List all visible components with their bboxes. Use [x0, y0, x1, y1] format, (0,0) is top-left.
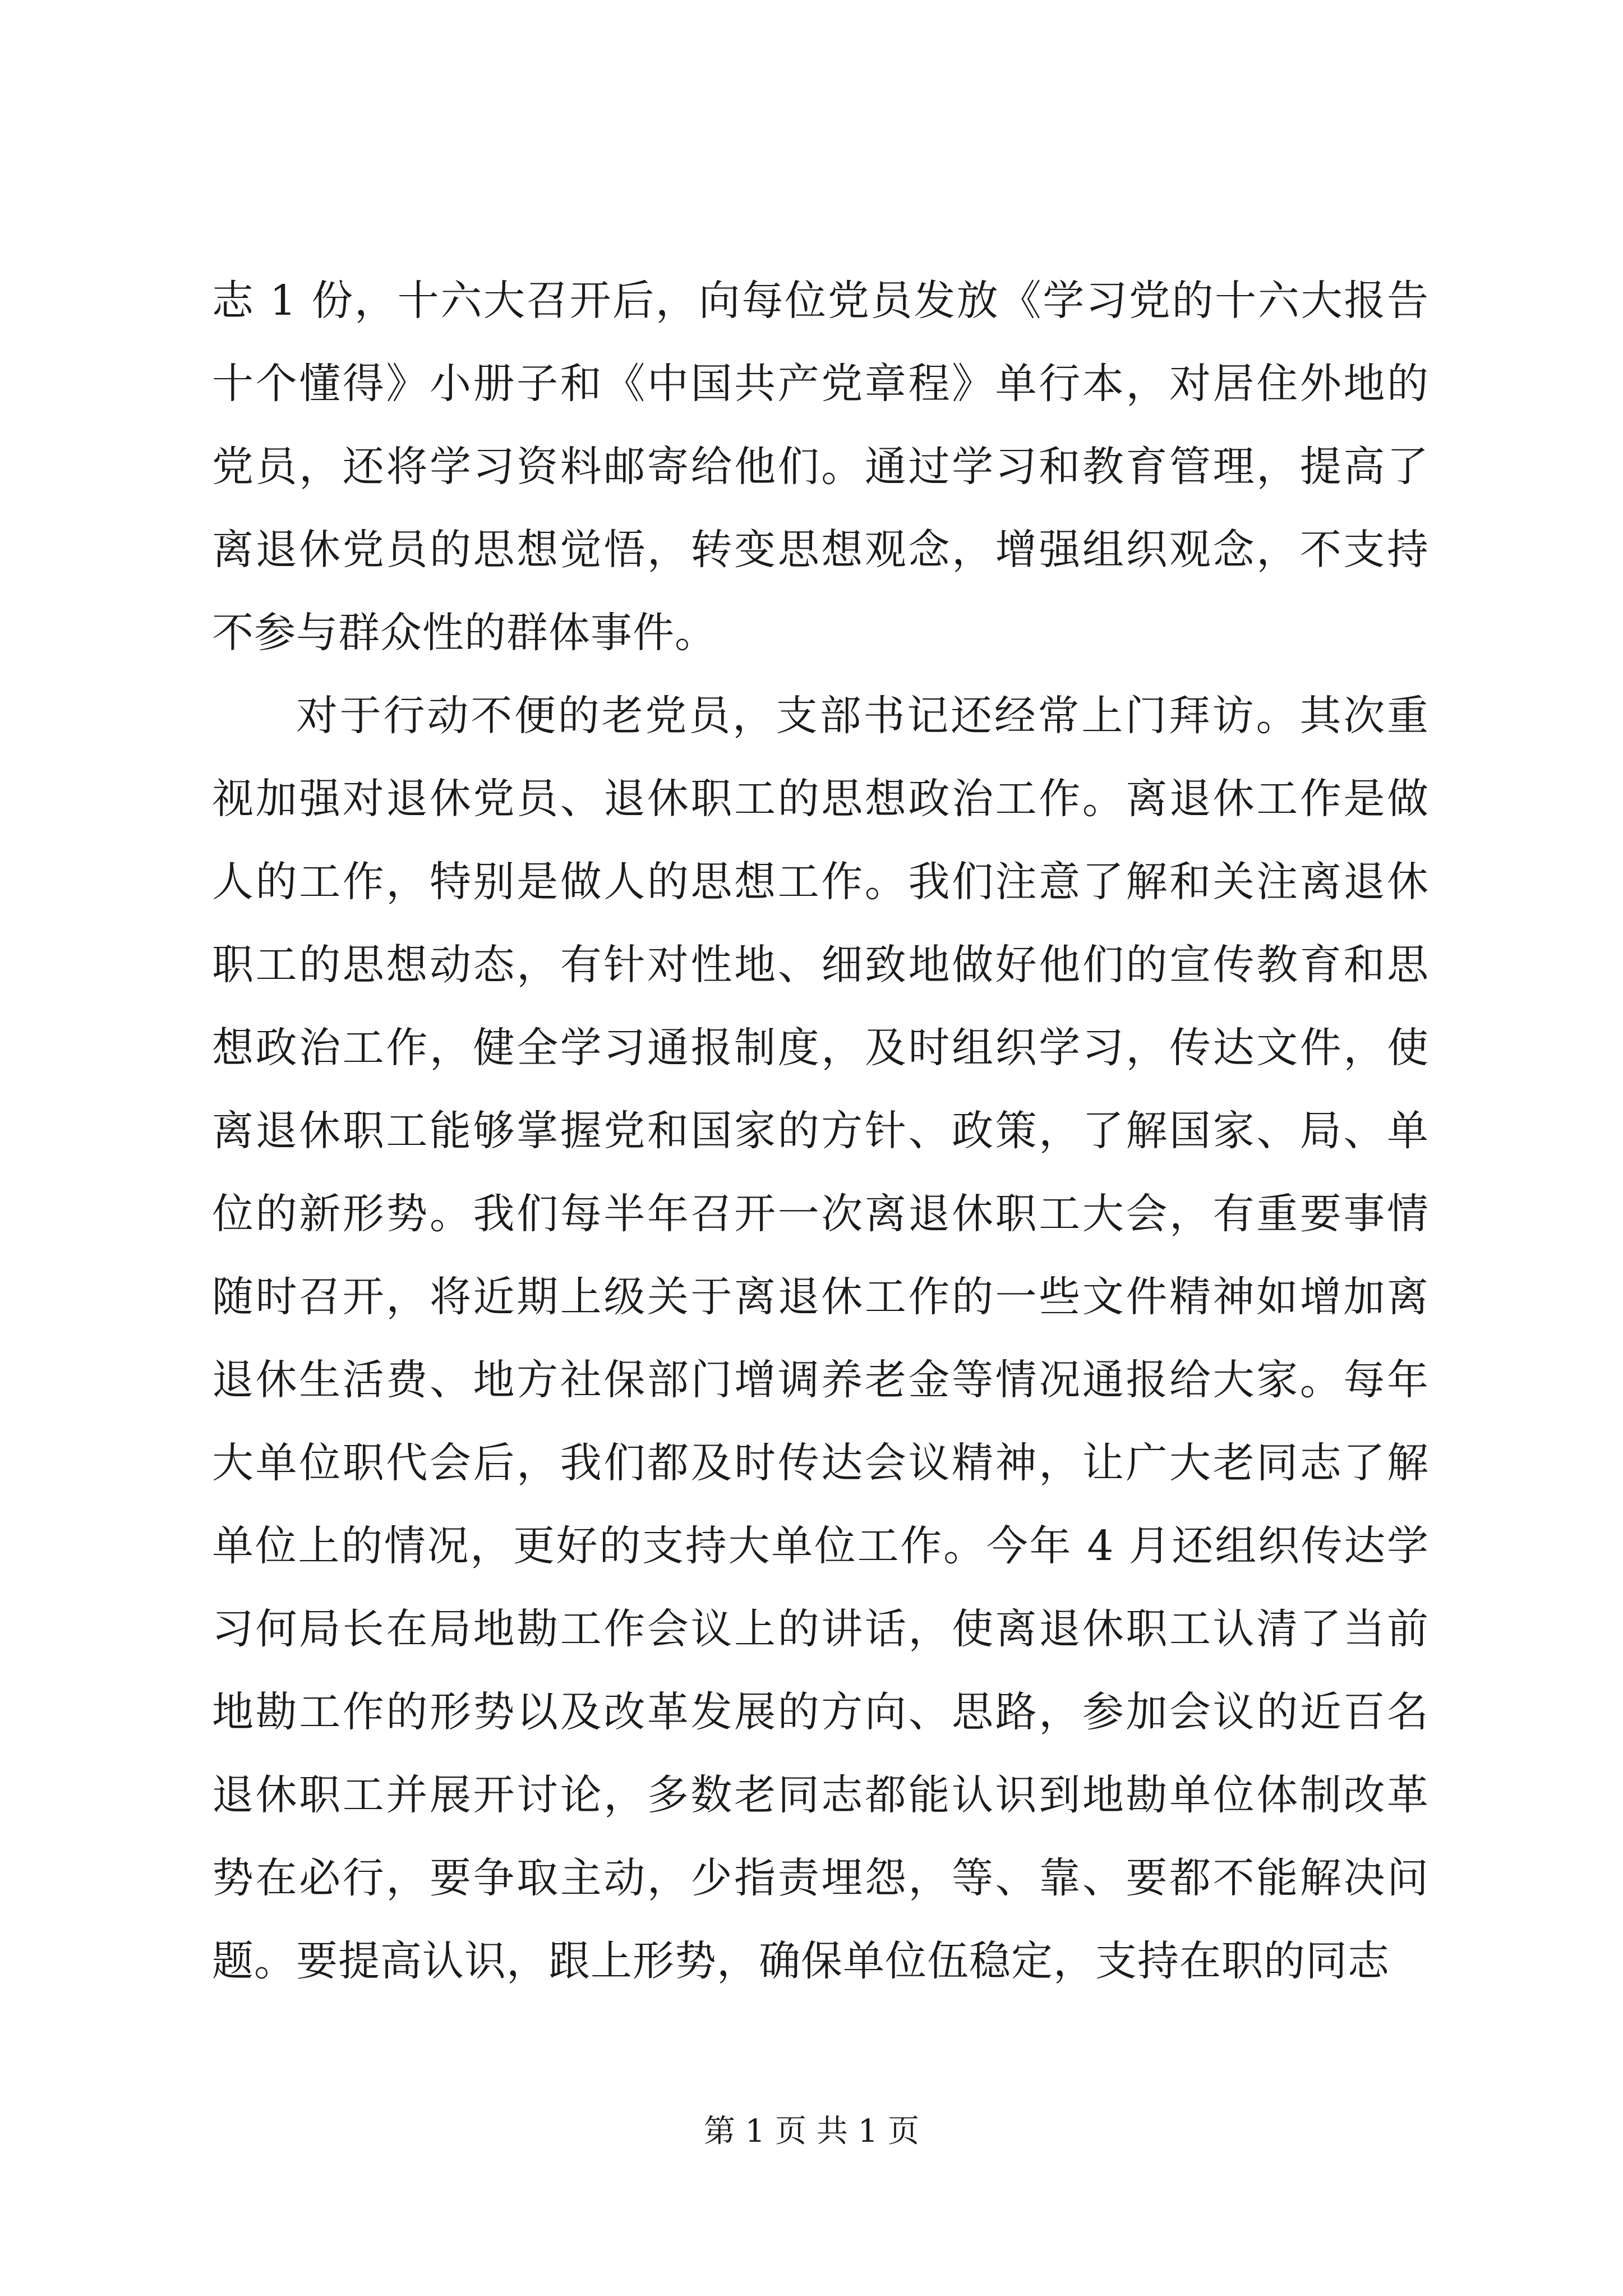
- paragraph-2: 对于行动不便的老党员，支部书记还经常上门拜访。其次重视加强对退休党员、退休职工的思想政治工作。离退休工作是做人的工作，特别是做人的思想工作。我们注意了解和关注离退休职工的思想动态，有针对性地、细致地做好他们的宣传教育和思想政治工作，健全学习通报制度，及时组织学习，传达文件，使离退休职工能够掌握党和国家的方针、政策，了解国家、局、单位的新形势。我们每半年召开一次离退休职工大会，有重要事情随时召开，将近期上级关于离退休工作的一些文件精神如增加离退休生活费、地方社保部门增调养老金等情况通报给大家。每年大单位职代会后，我们都及时传达会议精神，让广大老同志了解单位上的情况，更好的支持大单位工作。今年 4 月还组织传达学习何局长在局地勘工作会议上的讲话，使离退休职工认清了当前地勘工作的形势以及改革发展的方向、思路，参加会议的近百名退休职工并展开讨论，多数老同志都能认识到地勘单位体制改革势在必行，要争取主动，少指责埋怨，等、靠、要都不能解决问题。要提高认识，跟上形势，确保单位伍稳定，支持在职的同志: [212, 692, 1429, 1985]
- page-footer: 第 1 页 共 1 页: [703, 2113, 920, 2150]
- paragraph-1: 志 1 份，十六大召开后，向每位党员发放《学习党的十六大报告十个懂得》小册子和《中国共产党章程》单行本，对居住外地的党员，还将学习资料邮寄给他们。通过学习和教育管理，提高了离退休党员的思想觉悟，转变思想观念，增强组织观念，不支持不参与群众性的群体事件。: [212, 277, 1429, 657]
- document-body: [212, 259, 1429, 2003]
